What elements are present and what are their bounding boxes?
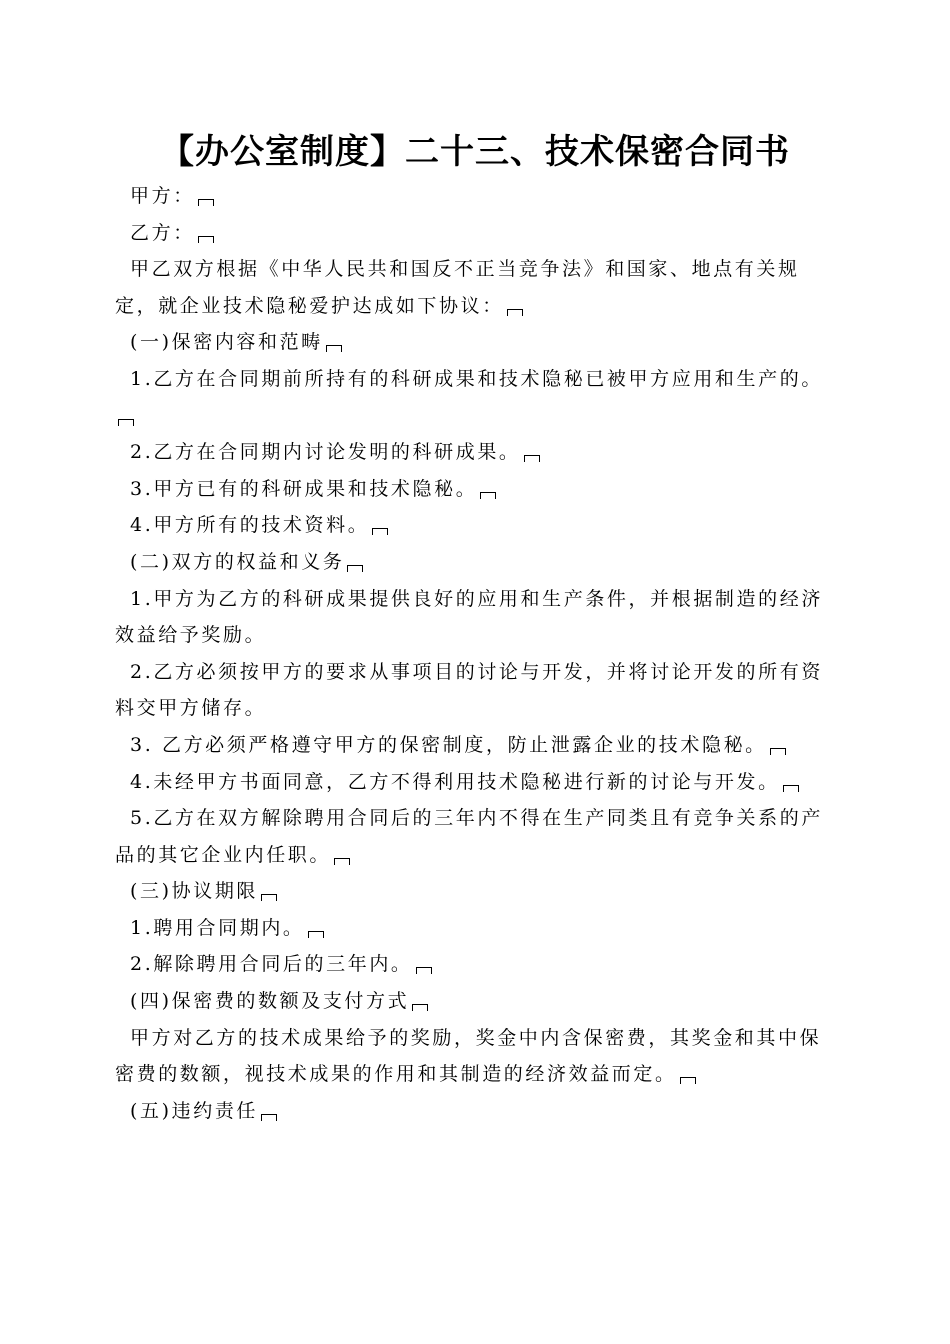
paragraph-text: (四)保密费的数额及支付方式 — [130, 990, 410, 1013]
paragraph-mark-icon — [783, 785, 799, 792]
paragraph-mark-icon — [372, 528, 388, 535]
paragraph-mark-icon — [326, 345, 342, 352]
clause-paragraph — [115, 764, 840, 801]
section-heading — [115, 324, 840, 361]
paragraph-text: 甲方： — [130, 185, 195, 207]
paragraph-text: 1.甲方为乙方的科研成果提供良好的应用和生产条件，并根据制造的经济效益给予奖励。 — [115, 587, 823, 647]
paragraph-mark-icon — [507, 309, 523, 316]
paragraph-text: (五)违约责任 — [130, 1099, 259, 1122]
clause-paragraph — [115, 946, 840, 983]
party-b-line — [115, 215, 840, 252]
paragraph-text: (二)双方的权益和义务 — [130, 550, 345, 573]
clause-paragraph — [115, 361, 840, 434]
paragraph-mark-icon — [480, 492, 496, 499]
clause-paragraph — [115, 800, 840, 873]
document-body — [115, 178, 840, 1129]
clause-paragraph — [115, 727, 840, 764]
paragraph-text: 1.乙方在合同期前所持有的科研成果和技术隐秘已被甲方应用和生产的。 — [130, 367, 823, 390]
paragraph-text: 3. 乙方必须严格遵守甲方的保密制度，防止泄露企业的技术隐秘。 — [130, 733, 767, 756]
paragraph-text: 5.乙方在双方解除聘用合同后的三年内不得在生产同类且有竞争关系的产品的其它企业内任职。 — [115, 807, 823, 866]
clause-paragraph — [115, 1020, 840, 1093]
paragraph-mark-icon — [308, 931, 324, 938]
preamble-paragraph — [115, 251, 840, 324]
paragraph-text: 乙方： — [130, 221, 195, 244]
section-heading — [115, 873, 840, 910]
paragraph-mark-icon — [416, 967, 432, 974]
paragraph-mark-icon — [261, 894, 277, 901]
paragraph-text: 4.未经甲方书面同意，乙方不得利用技术隐秘进行新的讨论与开发。 — [130, 770, 780, 793]
paragraph-mark-icon — [347, 565, 363, 572]
paragraph-mark-icon — [118, 419, 134, 426]
clause-paragraph — [115, 434, 840, 471]
paragraph-text: 3.甲方已有的科研成果和技术隐秘。 — [130, 477, 478, 500]
paragraph-mark-icon — [680, 1077, 696, 1084]
paragraph-mark-icon — [524, 455, 540, 462]
clause-paragraph — [115, 654, 840, 727]
clause-paragraph — [115, 471, 840, 508]
paragraph-mark-icon — [198, 236, 214, 243]
paragraph-text: 1.聘用合同期内。 — [130, 916, 305, 939]
paragraph-mark-icon — [261, 1114, 277, 1121]
paragraph-mark-icon — [412, 1004, 428, 1011]
clause-paragraph — [115, 507, 840, 544]
paragraph-text: 2.解除聘用合同后的三年内。 — [130, 953, 413, 976]
party-a-line — [115, 178, 840, 215]
paragraph-mark-icon — [198, 199, 214, 206]
section-heading — [115, 983, 840, 1020]
section-heading — [115, 1093, 840, 1130]
document-title: 【办公室制度】二十三、技术保密合同书 — [160, 132, 790, 172]
paragraph-mark-icon — [334, 858, 350, 865]
paragraph-text: 2.乙方在合同期内讨论发明的科研成果。 — [130, 441, 521, 464]
section-heading — [115, 544, 840, 581]
paragraph-text: 甲方对乙方的技术成果给予的奖励，奖金中内含保密费，其奖金和其中保密费的数额，视技术成果的作用和其制造的经济效益而定。 — [115, 1026, 822, 1086]
paragraph-text: 4.甲方所有的技术资料。 — [130, 514, 370, 537]
clause-paragraph — [115, 910, 840, 947]
paragraph-text: 甲乙双方根据《中华人民共和国反不正当竞争法》和国家、地点有关规定，就企业技术隐秘爱护达成如下协议： — [115, 258, 800, 317]
paragraph-text: (一)保密内容和范畴 — [130, 331, 323, 354]
clause-paragraph — [115, 581, 840, 654]
paragraph-text: (三)协议期限 — [130, 880, 259, 903]
paragraph-mark-icon — [770, 748, 786, 755]
paragraph-text: 2.乙方必须按甲方的要求从事项目的讨论与开发，并将讨论开发的所有资料交甲方储存。 — [115, 660, 823, 720]
